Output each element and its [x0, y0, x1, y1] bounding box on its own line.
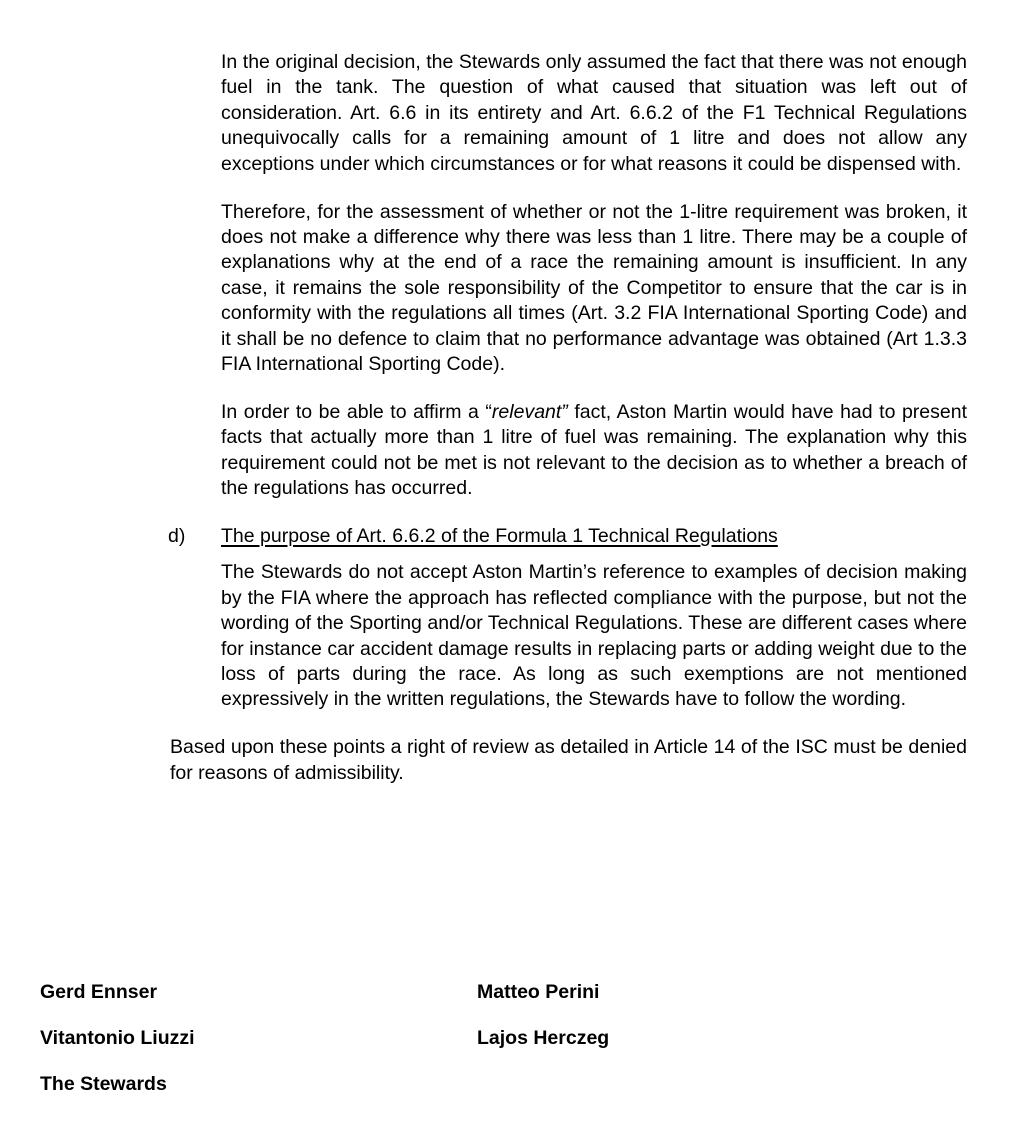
signature-lajos-herczeg: Lajos Herczeg — [477, 1027, 610, 1049]
section-d-label: d) — [168, 525, 186, 547]
relevant-word-italic: relevant” — [491, 400, 568, 423]
paragraph-purpose-response: The Stewards do not accept Aston Martin’s reference to examples of decision making by the FIA where the approach has reflected compliance with the purpose, but not the wording of the Sporting and/or Technical Regulations. These are different cases where for instance car accident damage results in replacing parts or adding weight due to the loss of parts during the race. As long as such exemptions are not mentioned expressively in the written regulations, the Stewards have to follow the wording. — [221, 561, 967, 711]
relevant-fact-post: fact, Aston Martin would have had to present facts that actually more than 1 litre of fuel was remaining. The explanation why this requirement could not be met is not relevant to the decision as to whether a breach of the regulations has occurred. — [221, 400, 967, 500]
decision-body — [168, 50, 967, 809]
paragraph-original-decision: In the original decision, the Stewards only assumed the fact that there was not enough fuel in the tank. The question of what caused that situation was left out of consideration. Art. 6.6 in its entirety and Art. 6.6.2 of the F1 Technical Regulations unequivocally calls for a remaining amount of 1 litre and does not allow any exceptions under which circumstances or for what reasons it could be dispensed with. — [221, 51, 967, 175]
section-d-heading — [168, 524, 967, 549]
paragraph-conclusion: Based upon these points a right of review as detailed in Article 14 of the ISC must be denied for reasons of admissibility. — [170, 736, 967, 784]
section-d-title: The purpose of Art. 6.6.2 of the Formula 1 Technical Regulations — [221, 525, 778, 547]
signature-vitantonio-liuzzi: Vitantonio Liuzzi — [40, 1027, 195, 1049]
paragraph-relevant-fact — [221, 400, 967, 502]
signature-the-stewards: The Stewards — [40, 1073, 167, 1095]
signature-matteo-perini: Matteo Perini — [477, 981, 600, 1003]
signature-gerd-ennser: Gerd Ennser — [40, 981, 158, 1003]
paragraph-assessment: Therefore, for the assessment of whether or not the 1-litre requirement was broken, it does not make a difference why there was less than 1 litre. There may be a couple of explanations why at the end of a race the remaining amount is insufficient. In any case, it remains the sole responsibility of the Competitor to ensure that the car is in conformity with the regulations all times (Art. 3.2 FIA International Sporting Code) and it shall be no defence to claim that no performance advantage was obtained (Art 1.3.3 FIA International Sporting Code). — [221, 200, 967, 375]
relevant-fact-pre: In order to be able to affirm a “ — [221, 400, 492, 423]
